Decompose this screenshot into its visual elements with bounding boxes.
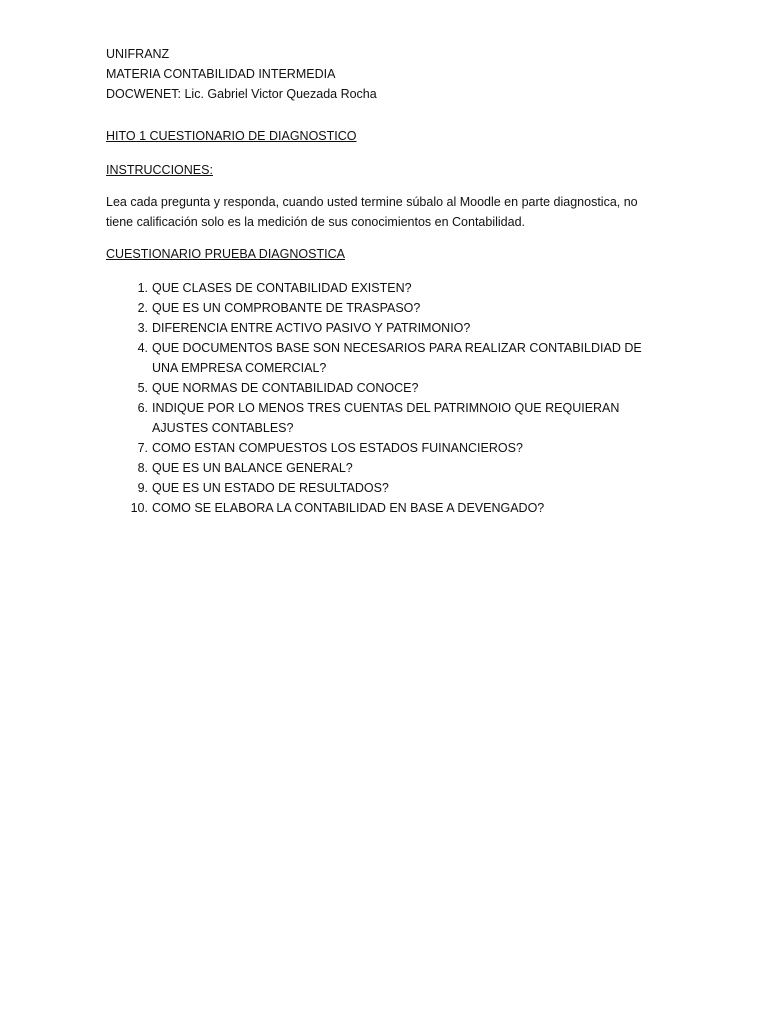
teacher-name: DOCWENET: Lic. Gabriel Victor Quezada Rocha [106,87,377,101]
question-item [106,278,652,298]
question-number: 9. [137,481,148,495]
question-item [106,438,652,458]
question-number: 10. [130,501,148,515]
question-text: QUE CLASES DE CONTABILIDAD EXISTEN? [152,281,412,295]
question-item [106,338,652,378]
questionnaire-heading: CUESTIONARIO PRUEBA DIAGNOSTICA [106,247,345,261]
question-item [106,398,652,438]
instructions-text: Lea cada pregunta y responda, cuando usted termine súbalo al Moodle en parte diagnostica, no tiene calificación solo es la medición de sus conocimientos en Contabilidad. [106,195,638,229]
subject-name: MATERIA CONTABILIDAD INTERMEDIA [106,67,336,81]
question-number: 5. [137,381,148,395]
question-text: QUE ES UN COMPROBANTE DE TRASPASO? [152,301,421,315]
question-item [106,478,652,498]
institution-name: UNIFRANZ [106,47,170,61]
question-number: 4. [137,341,148,355]
question-text: COMO SE ELABORA LA CONTABILIDAD EN BASE A DEVENGADO? [152,501,545,515]
question-text: QUE DOCUMENTOS BASE SON NECESARIOS PARA REALIZAR CONTABILDIAD DE UNA EMPRESA COMERCIAL? [152,341,642,375]
question-list [106,278,666,518]
document-content [106,44,666,518]
question-item [106,378,652,398]
question-item [106,458,652,478]
instructions-heading: INSTRUCCIONES: [106,163,213,177]
question-item [106,318,652,338]
question-text: COMO ESTAN COMPUESTOS LOS ESTADOS FUINANCIEROS? [152,441,523,455]
question-text: QUE ES UN ESTADO DE RESULTADOS? [152,481,389,495]
question-number: 8. [137,461,148,475]
question-number: 7. [137,441,148,455]
question-text: QUE NORMAS DE CONTABILIDAD CONOCE? [152,381,419,395]
question-item [106,298,652,318]
question-number: 1. [137,281,148,295]
question-number: 3. [137,321,148,335]
question-number: 6. [137,401,148,415]
question-item [106,498,652,518]
question-text: INDIQUE POR LO MENOS TRES CUENTAS DEL PATRIMNOIO QUE REQUIERAN AJUSTES CONTABLES? [152,401,620,435]
question-text: DIFERENCIA ENTRE ACTIVO PASIVO Y PATRIMONIO? [152,321,471,335]
question-number: 2. [137,301,148,315]
document-title: HITO 1 CUESTIONARIO DE DIAGNOSTICO [106,129,357,143]
question-text: QUE ES UN BALANCE GENERAL? [152,461,353,475]
